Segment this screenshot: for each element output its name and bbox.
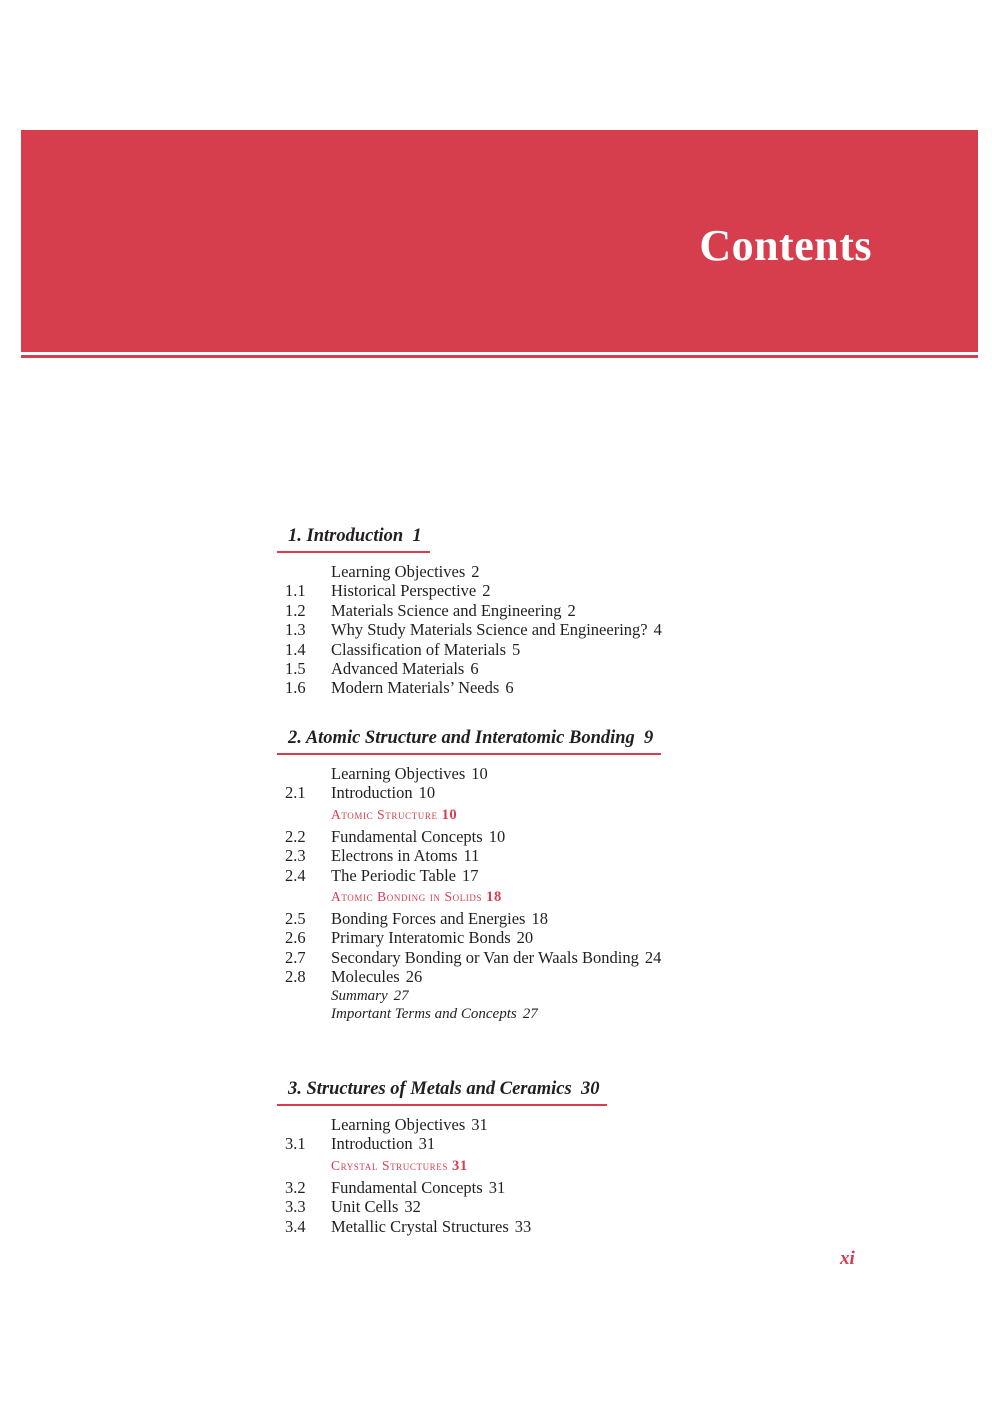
chapter-section [277, 1078, 737, 1236]
chapter-title: Introduction [306, 526, 404, 546]
toc-entry[interactable] [277, 967, 737, 986]
chapter-number: 2. [288, 728, 302, 748]
section-title-text: Metallic Crystal Structures [331, 1216, 509, 1236]
section-title-text: Molecules [331, 967, 400, 987]
section-number: 1.3 [285, 620, 306, 640]
toc-entry[interactable] [277, 678, 737, 697]
header-rule [21, 355, 978, 358]
toc-entry[interactable] [277, 928, 737, 947]
toc-entry-italic[interactable] [277, 987, 737, 1005]
toc-entry[interactable] [277, 764, 737, 783]
chapter-heading[interactable] [277, 727, 661, 755]
section-number: 2.7 [285, 947, 306, 967]
section-title-text: The Periodic Table [331, 865, 456, 885]
entry-title [331, 1005, 538, 1023]
section-title-text: Primary Interatomic Bonds [331, 928, 511, 948]
toc-entry[interactable] [277, 866, 737, 885]
section-title [331, 948, 661, 967]
chapter-title: Structures of Metals and Ceramics [306, 1079, 572, 1099]
section-title [331, 562, 480, 581]
section-title [331, 659, 479, 678]
section-number: 2.1 [285, 783, 306, 803]
chapter-page: 30 [580, 1079, 600, 1099]
section-page: 26 [405, 967, 423, 987]
chapter-title: Atomic Structure and Interatomic Bonding [305, 728, 635, 748]
entry-title [331, 987, 409, 1005]
chapter-number: 3. [288, 1079, 302, 1099]
section-number: 1.4 [285, 639, 306, 659]
section-page: 2 [482, 581, 491, 601]
part-page: 10 [441, 806, 458, 823]
section-page: 20 [516, 928, 534, 948]
section-page: 4 [653, 620, 662, 640]
chapter-number: 1. [288, 526, 302, 546]
section-page: 31 [488, 1177, 506, 1197]
section-page: 24 [644, 947, 662, 967]
section-title [331, 678, 514, 697]
section-page: 31 [418, 1134, 436, 1154]
entry-title-text: Important Terms and Concepts [331, 1005, 517, 1022]
toc-entry[interactable] [277, 601, 737, 620]
section-title-text: Secondary Bonding or Van der Waals Bonding [331, 947, 639, 967]
chapter-heading[interactable] [277, 1078, 607, 1106]
section-number: 1.5 [285, 658, 306, 678]
section-title-text: Unit Cells [331, 1197, 399, 1217]
section-page: 18 [531, 908, 548, 928]
section-number: 1.6 [285, 678, 306, 698]
toc-entry[interactable] [277, 640, 737, 659]
section-title [331, 640, 520, 659]
section-title-text: Introduction [331, 1134, 413, 1154]
part-title [331, 1154, 468, 1178]
section-title [331, 1134, 435, 1153]
toc-entry[interactable] [277, 909, 737, 928]
section-title [331, 1178, 505, 1197]
part-title-text: Atomic Structure [331, 806, 438, 822]
toc-entry[interactable] [277, 1115, 737, 1134]
section-title-text: Materials Science and Engineering [331, 600, 562, 620]
toc-list [277, 1115, 737, 1236]
section-number: 2.3 [285, 846, 306, 866]
part-title [331, 803, 457, 827]
toc-entry[interactable] [277, 581, 737, 600]
section-title [331, 1115, 488, 1134]
section-number: 2.2 [285, 826, 306, 846]
section-page: 2 [471, 562, 480, 581]
toc-entry[interactable] [277, 1197, 737, 1216]
section-page: 33 [514, 1216, 532, 1236]
chapter-heading[interactable] [277, 525, 430, 553]
section-title [331, 783, 435, 802]
section-title-text: Bonding Forces and Energies [331, 908, 526, 928]
section-title [331, 601, 576, 620]
part-page: 18 [486, 888, 502, 905]
section-title-text: Electrons in Atoms [331, 846, 458, 866]
section-title [331, 928, 533, 947]
entry-title-text: Summary [331, 987, 388, 1004]
part-page: 31 [451, 1157, 468, 1174]
section-number: 1.1 [285, 581, 306, 601]
section-title [331, 1197, 421, 1216]
section-number: 1.2 [285, 600, 306, 620]
section-page: 5 [512, 639, 521, 659]
toc-entry[interactable] [277, 846, 737, 865]
section-page: 11 [463, 846, 480, 866]
section-number: 2.4 [285, 865, 306, 885]
toc-entry[interactable] [277, 827, 737, 846]
section-number: 3.3 [285, 1197, 306, 1217]
section-title-text: Learning Objectives [331, 562, 466, 581]
section-number: 3.1 [285, 1134, 306, 1154]
section-title [331, 909, 548, 928]
section-title-text: Classification of Materials [331, 639, 507, 659]
chapter-page: 1 [412, 526, 422, 546]
section-title [331, 866, 479, 885]
section-page: 17 [462, 865, 479, 885]
section-title-text: Modern Materials’ Needs [331, 678, 500, 698]
section-title-text: Advanced Materials [331, 658, 465, 678]
section-title-text: Learning Objectives [331, 764, 466, 783]
section-page: 10 [418, 783, 436, 803]
section-title [331, 827, 505, 846]
toc-entry[interactable] [277, 783, 737, 802]
section-page: 31 [471, 1115, 488, 1134]
toc-entry[interactable] [277, 562, 737, 581]
part-heading[interactable] [277, 1154, 737, 1178]
section-page: 6 [505, 678, 514, 698]
toc-list [277, 562, 737, 698]
toc-entry[interactable] [277, 659, 737, 678]
chapter-section [277, 525, 737, 698]
toc-entry[interactable] [277, 620, 737, 639]
section-page: 32 [404, 1197, 421, 1217]
part-heading[interactable] [277, 803, 737, 827]
section-page: 6 [470, 658, 479, 678]
part-title [331, 885, 502, 909]
section-number: 2.6 [285, 928, 306, 948]
part-heading[interactable] [277, 885, 737, 909]
section-title-text: Learning Objectives [331, 1115, 466, 1134]
section-title [331, 764, 488, 783]
section-title [331, 846, 479, 865]
toc-entry-italic[interactable] [277, 1005, 737, 1023]
section-title-text: Fundamental Concepts [331, 826, 483, 846]
section-number: 3.4 [285, 1216, 306, 1236]
part-title-text: Atomic Bonding in Solids [331, 888, 483, 904]
section-title [331, 967, 422, 986]
section-title-text: Introduction [331, 783, 413, 803]
page-title: Contents [699, 221, 872, 270]
chapter-page: 9 [644, 728, 654, 748]
part-title-text: Crystal Structures [331, 1157, 448, 1173]
section-title-text: Historical Perspective [331, 581, 477, 601]
toc-entry[interactable] [277, 1134, 737, 1153]
toc-entry[interactable] [277, 1178, 737, 1197]
section-page: 2 [567, 600, 576, 620]
section-title [331, 1217, 531, 1236]
section-title [331, 581, 491, 600]
section-page: 10 [488, 826, 506, 846]
toc-entry[interactable] [277, 948, 737, 967]
section-number: 2.5 [285, 908, 306, 928]
section-number: 3.2 [285, 1177, 306, 1197]
toc-entry[interactable] [277, 1217, 737, 1236]
section-title-text: Fundamental Concepts [331, 1177, 483, 1197]
toc-list [277, 764, 737, 1023]
section-number: 2.8 [285, 967, 306, 987]
page-number: xi [840, 1248, 855, 1269]
section-title-text: Why Study Materials Science and Engineering? [331, 620, 648, 640]
section-page: 10 [471, 764, 488, 783]
entry-page: 27 [393, 987, 409, 1004]
entry-page: 27 [522, 1005, 538, 1022]
section-title [331, 620, 662, 639]
chapter-section [277, 727, 737, 1023]
